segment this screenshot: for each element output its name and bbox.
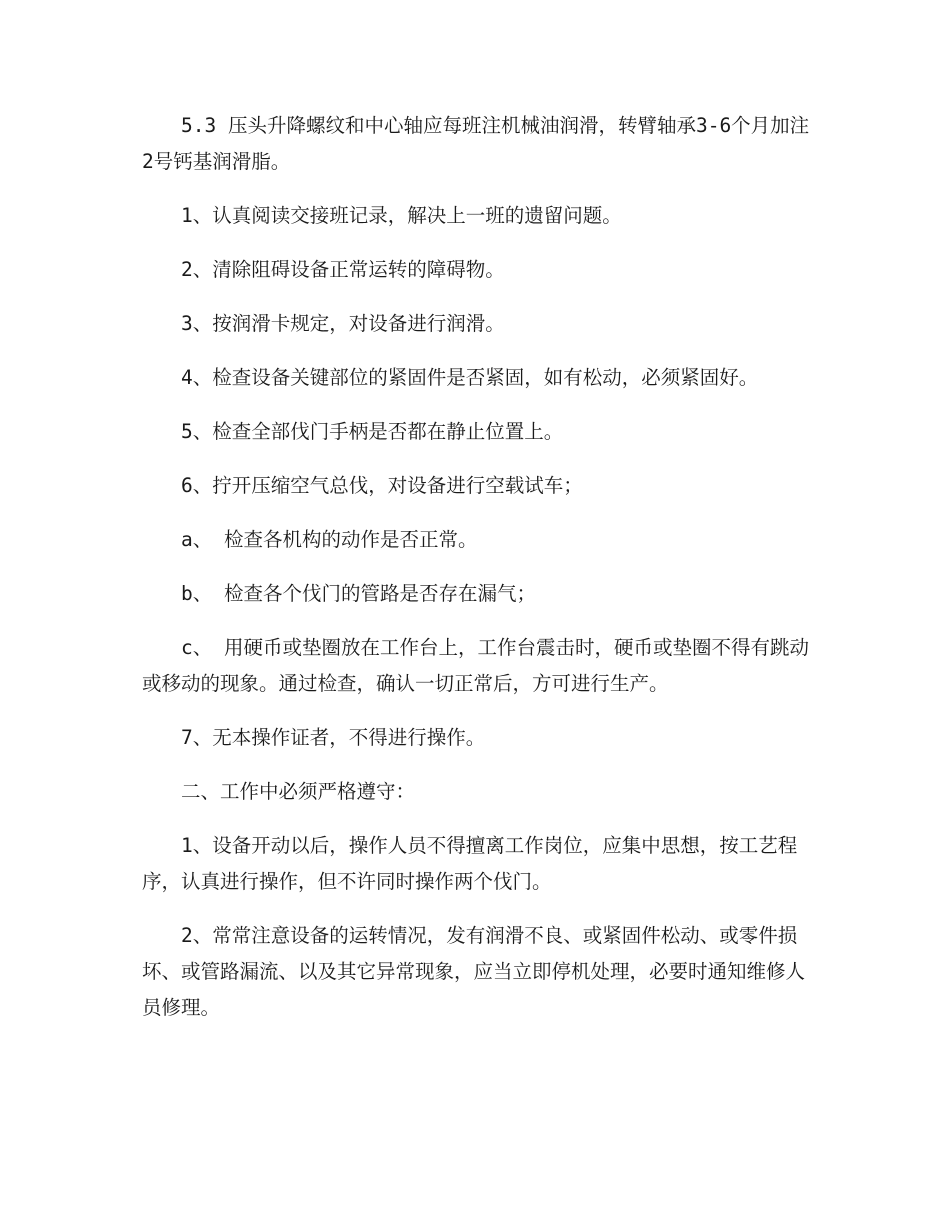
paragraph-item-6: 6、拧开压缩空气总伐，对设备进行空载试车；: [181, 474, 583, 497]
paragraph-item-7: 7、无本操作证者，不得进行操作。: [181, 726, 486, 749]
paragraph-sub-c: c、 用硬币或垫圈放在工作台上，工作台震击时，硬币或垫圈不得有跳动或移动的现象。通过检查，确认一切正常后，方可进行生产。: [142, 636, 809, 695]
paragraph-section2-item-1: 1、设备开动以后，操作人员不得擅离工作岗位，应集中思想，按工艺程序，认真进行操作，但不许同时操作两个伐门。: [142, 834, 798, 893]
paragraph-item-3: 3、按润滑卡规定，对设备进行润滑。: [181, 312, 505, 335]
paragraph-item-4: 4、检查设备关键部位的紧固件是否紧固，如有松动，必须紧固好。: [181, 366, 759, 389]
paragraph-sub-a: a、 检查各机构的动作是否正常。: [181, 528, 478, 551]
paragraph-section2-item-2: 2、常常注意设备的运转情况，发有润滑不良、或紧固件松动、或零件损坏、或管路漏流、以及其它异常现象，应当立即停机处理，必要时通知维修人员修理。: [142, 924, 806, 1019]
paragraph-item-5: 5、检查全部伐门手柄是否都在静止位置上。: [181, 420, 564, 443]
paragraph-item-2: 2、清除阻碍设备正常运转的障碍物。: [181, 258, 505, 281]
paragraph-sub-b: b、 检查各个伐门的管路是否存在漏气；: [181, 582, 536, 605]
paragraph-5-3-lubrication: 5.3 压头升降螺纹和中心轴应每班注机械油润滑，转臂轴承3-6个月加注2号钙基润滑脂。: [142, 114, 810, 173]
document-body: [142, 108, 814, 1044]
paragraph-item-1: 1、认真阅读交接班记录，解决上一班的遗留问题。: [181, 204, 622, 227]
section-heading-2: 二、工作中必须严格遵守：: [181, 780, 416, 803]
